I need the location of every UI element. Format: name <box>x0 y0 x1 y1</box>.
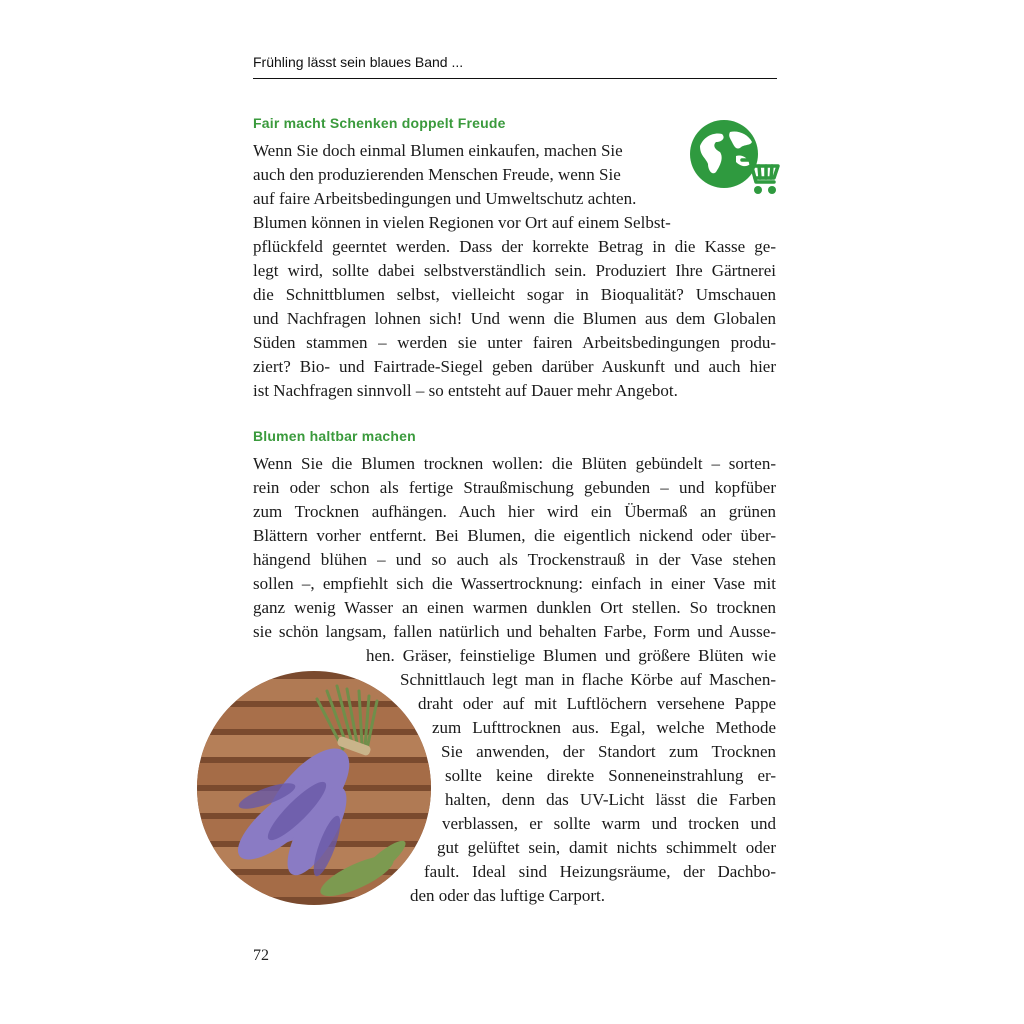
body-text-line: auch den produzierenden Menschen Freude, wenn Sie <box>253 165 621 184</box>
body-text-line: halten, denn das UV-Licht lässt die Farben <box>445 790 776 809</box>
globe-shopping-cart-icon <box>686 116 782 198</box>
body-text-line: Schnittlauch legt man in flache Körbe auf Maschen- <box>400 670 776 689</box>
lavender-photo <box>197 671 431 905</box>
page-number: 72 <box>253 947 269 964</box>
body-text-line: Süden stammen – werden sie unter fairen Arbeitsbedingungen produ- <box>253 333 776 352</box>
body-text-line: Wenn Sie doch einmal Blumen einkaufen, machen Sie <box>253 141 623 160</box>
body-text-line: Blättern vorher entfernt. Bei Blumen, die eigentlich nickend oder über- <box>253 526 776 545</box>
body-text-line: sollte keine direkte Sonneneinstrahlung er- <box>445 766 776 785</box>
body-text-line: Sie anwenden, der Standort zum Trocknen <box>441 742 776 761</box>
body-text-line: pflückfeld geerntet werden. Dass der korrekte Betrag in die Kasse ge- <box>253 237 776 256</box>
body-text-line: verblassen, er sollte warm und trocken und <box>442 814 776 833</box>
body-text-line: rein oder schon als fertige Straußmischung gebunden – und kopfüber <box>253 478 776 497</box>
body-text-line: ziert? Bio- und Fairtrade-Siegel geben darüber Auskunft und auch hier <box>253 357 776 376</box>
body-text-line: ist Nachfragen sinnvoll – so entsteht auf Dauer mehr Angebot. <box>253 381 678 400</box>
section-heading-fair: Fair macht Schenken doppelt Freude <box>253 115 506 131</box>
body-text-line: Wenn Sie die Blumen trocknen wollen: die Blüten gebündelt – sorten- <box>253 454 776 473</box>
section-heading-drying: Blumen haltbar machen <box>253 428 416 444</box>
body-text-line: draht oder auf mit Luftlöchern versehene Pappe <box>418 694 776 713</box>
body-text-line: die Schnittblumen selbst, vielleicht sogar in Bioqualität? Umschauen <box>253 285 776 304</box>
body-text-line: gut gelüftet sein, damit nichts schimmelt oder <box>437 838 776 857</box>
body-text-line: und Nachfragen lohnen sich! Und wenn die Blumen aus dem Globalen <box>253 309 776 328</box>
running-header: Frühling lässt sein blaues Band ... <box>253 52 777 79</box>
body-text-line: sollen –, empfiehlt sich die Wassertrocknung: einfach in einer Vase mit <box>253 574 776 593</box>
body-text-line: auf faire Arbeitsbedingungen und Umweltschutz achten. <box>253 189 637 208</box>
body-text-line: legt wird, sollte dabei selbstverständlich sein. Produziert Ihre Gärtnerei <box>253 261 776 280</box>
body-text-line: zum Lufttrocknen aus. Egal, welche Methode <box>432 718 776 737</box>
body-text-line: ganz wenig Wasser an einen warmen dunklen Ort stellen. So trocknen <box>253 598 776 617</box>
body-text-line: den oder das luftige Carport. <box>410 886 605 905</box>
body-text-line: Blumen können in vielen Regionen vor Ort auf einem Selbst- <box>253 213 671 232</box>
body-text-line: zum Trocknen aufhängen. Auch hier wird ein Übermaß an grünen <box>253 502 776 521</box>
body-text-line: sie schön langsam, fallen natürlich und behalten Farbe, Form und Ausse- <box>253 622 776 641</box>
body-text-line: hängend blühen – und so auch als Trockenstrauß in der Vase stehen <box>253 550 776 569</box>
body-text-line: fault. Ideal sind Heizungsräume, der Dachbo- <box>424 862 776 881</box>
body-text-line: hen. Gräser, feinstielige Blumen und größere Blüten wie <box>366 646 776 665</box>
